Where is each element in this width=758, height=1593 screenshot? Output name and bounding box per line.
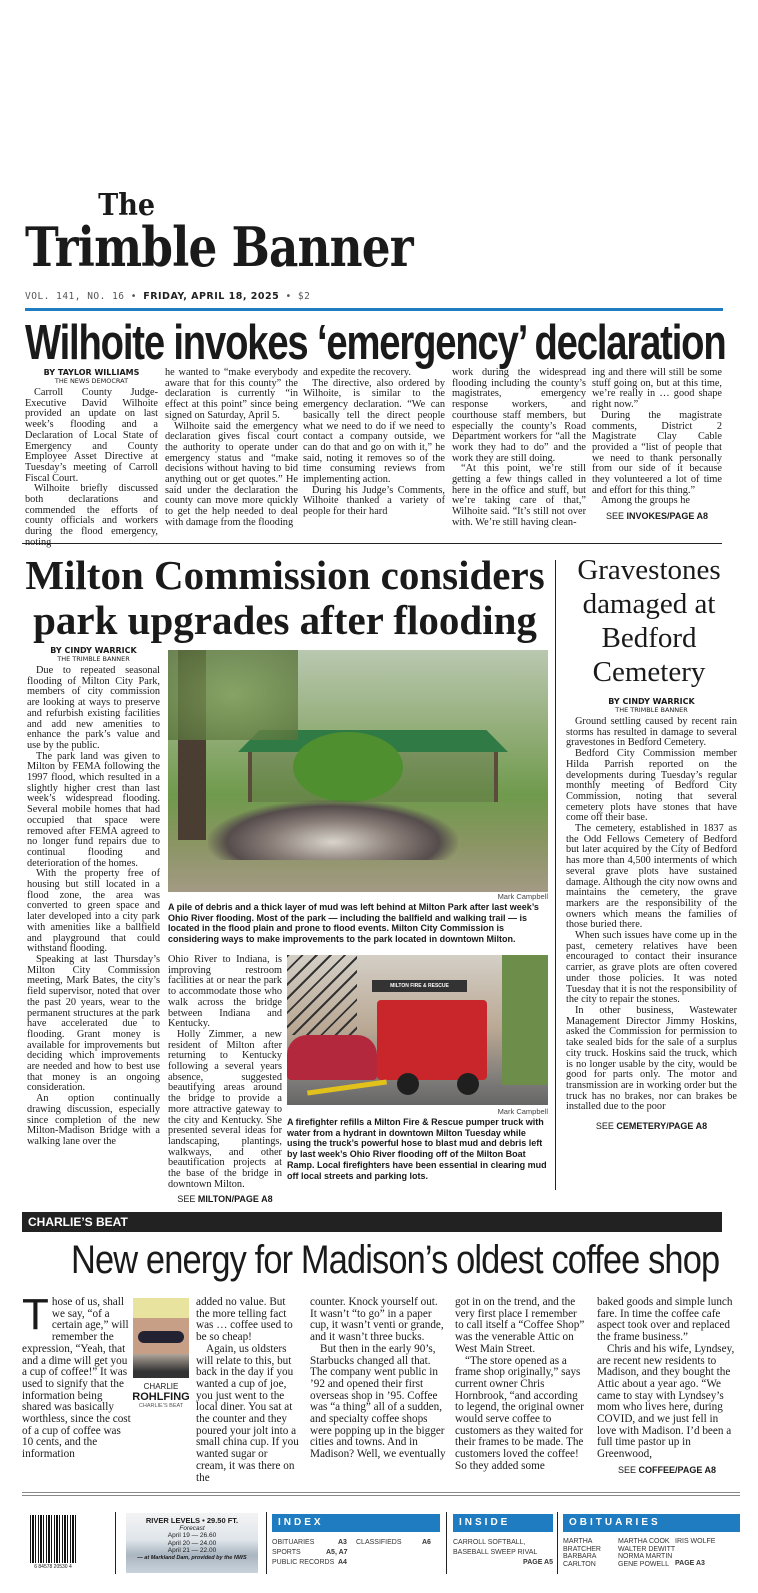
story2-col-1 bbox=[27, 646, 160, 1148]
author-credit: CHARLIE ROHLFING CHARLIE’S BEAT bbox=[132, 1382, 190, 1409]
story3-byline: BY CINDY WARRICK THE TRIMBLE BANNER bbox=[608, 697, 695, 714]
story1-col-5 bbox=[592, 368, 722, 522]
photo1-caption: A pile of debris and a thick layer of mud was left behind at Milton Park after last week’s Ohio River flooding. Most of the park — including the ballfield and walking trail — is located in the flood plain and prone to flood events. Milton City Commission is considering ways to make improvements to the park located in downtown Milton. bbox=[168, 902, 539, 945]
issue-info bbox=[25, 291, 310, 302]
author-photo bbox=[133, 1298, 189, 1378]
story3-headline[interactable]: Gravestones damaged at Bedford Cemetery bbox=[577, 554, 721, 688]
paragraph: The directive, also ordered by Wilhoite, is similar to the emergency declaration. “We can basically tell the direct people what we need to do if we need to contact a company outside, we can do that and go on with it,” he said, noting it removes so of the time consuming reviews from implementing action. bbox=[303, 377, 445, 486]
story4-headline[interactable]: New energy for Madison’s oldest coffee shop bbox=[71, 1238, 720, 1282]
masthead-the: The bbox=[98, 188, 156, 223]
masthead-rule bbox=[25, 308, 723, 311]
paragraph: he wanted to “make everybody aware that for this county” the declaration is currently “in effect at this point” since being signed on Saturday, April 5. bbox=[165, 367, 298, 421]
story4-col-1 bbox=[22, 1290, 132, 1461]
story1-jump-link[interactable]: SEE INVOKES/PAGE A8 bbox=[605, 511, 709, 522]
story2-jump-link[interactable]: SEE MILTON/PAGE A8 bbox=[177, 1194, 273, 1205]
story4-col-5 bbox=[597, 1297, 737, 1477]
story1-col-1 bbox=[25, 368, 158, 549]
story4-col-3 bbox=[310, 1297, 446, 1461]
obituaries-box[interactable]: OBITUARIES MARTHA BRATCHER BARBARA CARLTON MARTHA COOK WALTER DEWITT NORMA MARTIN GENE POWELL IRIS WOLFE PAGE A3 bbox=[563, 1514, 740, 1578]
paragraph: Holly Zimmer, a new resident of Milton after returning to Kentucky following a several years absence, suggested beautifying areas around the bridge to provide a more attractive gateway to the city and Kentucky. She presented several ideas for landscaping, plantings, walkways, and other beautification projects at the base of the bridge in downtown Milton. bbox=[168, 1028, 282, 1190]
red-car bbox=[287, 1035, 377, 1080]
story1-col-3 bbox=[303, 368, 445, 518]
byline-author: BY TAYLOR WILLIAMS bbox=[43, 368, 140, 377]
column-divider bbox=[555, 560, 556, 1190]
drop-cap: T bbox=[22, 1290, 49, 1339]
paragraph: Due to repeated seasonal flooding of Milton City Park, members of city commission are looking at ways to preserve and refurbish existing facilities and add new amenities to enhance the park’s value and use by the public. bbox=[27, 665, 160, 751]
paragraph: added no value. But the more telling fact was … coffee used to be so cheap! bbox=[196, 1296, 293, 1344]
paragraph: With the property free of housing but still located in a flood zone, the area was converted to green space and later developed into a city park with amenities like a ballfield and playground that could withstand flooding. bbox=[27, 868, 160, 955]
paragraph: “At this point, we’re still getting a few things called in here in the office and stuff, but we’re taking care of that,” Wilhoite said. “It’s still not over with. We’re still having clean- bbox=[452, 463, 586, 528]
debris-pile bbox=[208, 800, 458, 860]
paragraph: The park land was given to Milton by FEMA following the 1997 flood, which resulted in a slightly higher crest than last week’s widespread flooding. Several mobile homes that had occupied that space were removed after FEMA agreed to no longer fund repairs due to continual flooding and deterioration of the homes. bbox=[27, 750, 160, 869]
paragraph: ing and there will still be some stuff going on, but at this time, we’re really in … good shape right now.” bbox=[592, 367, 722, 411]
paragraph: Bedford City Commission member Hilda Parrish reported on the developments during Tuesday’s regular monthly meeting of Bedford City Commission, noting that several cemetery plots have stones that have come off their base. bbox=[566, 748, 737, 824]
barcode bbox=[30, 1515, 78, 1563]
separator: • bbox=[130, 291, 137, 302]
section-banner bbox=[22, 1212, 722, 1232]
section-divider bbox=[22, 543, 722, 544]
issue-date: FRIDAY, APRIL 18, 2025 bbox=[143, 291, 280, 302]
photo2-credit: Mark Campbell bbox=[497, 1107, 548, 1116]
paragraph: Carroll County Judge-Executive David Wilhoite provided an update on last week’s flooding and a Declaration of Local State of Emergency and County Employee Asset Directive at Tuesday’s meeting of Carroll Fiscal Court. bbox=[25, 387, 158, 484]
paragraph: The cemetery, established in 1837 as the Odd Fellows Cemetery of Bedford but later acquired by the City of Bedford has more than 4,500 interments of which several grave plots have sustained damage. Although the city now owns and maintains the cemetery, the grave markers are the responsibility of the owners which means the families of those buried there. bbox=[566, 823, 737, 931]
byline-org: THE NEWS DEMOCRAT bbox=[54, 377, 129, 385]
story1-byline bbox=[25, 368, 158, 385]
paragraph: Ohio River to Indiana, is improving restroom facilities at or near the park to accommodate those who walk across the bridge between Indiana and Kentucky. bbox=[168, 954, 282, 1030]
footer-rule bbox=[22, 1492, 740, 1496]
story4-jump-link[interactable]: SEE COFFEE/PAGE A8 bbox=[617, 1464, 717, 1475]
paragraph: hose of us, shall we say, “of a certain age,” will remember the expression, “Yeah, that and a dime will get you a cup of coffee!” It was used to signify that the information being shared was basically worthless, since the cost of a cup of coffee was 10 cents, and the information bbox=[22, 1296, 131, 1461]
story3-body bbox=[566, 697, 737, 1132]
paragraph: An option continually drawing discussion, especially since completion of the new Milton-Madison Bridge with a walking lane over the bbox=[27, 1093, 160, 1147]
photo-park-debris bbox=[168, 650, 548, 892]
river-levels-box: RIVER LEVELS • 29.50 FT. Forecast April 19 — 26.60 April 20 — 24.00 April 21 — 22.00 — at Markland Dam, provided by the NWS bbox=[126, 1513, 258, 1573]
fire-truck bbox=[377, 1000, 487, 1080]
inside-box[interactable]: INSIDE CARROLL SOFTBALL, BASEBALL SWEEP RIVAL PAGE A5 bbox=[453, 1514, 553, 1568]
paragraph: Wilhoite briefly discussed both declarations and commended the efforts of county officials and workers during the flood emergency, bbox=[25, 483, 158, 538]
fire-sign: MILTON FIRE & RESCUE bbox=[372, 980, 467, 992]
story1-col-2 bbox=[165, 368, 298, 529]
paragraph: Speaking at last Thursday’s Milton City Commission meeting, Mark Bates, the city’s field supervisor, noted that over the past 20 years, wear to the permanent structures at the park have accelerated due to flooding. Grant money is available for improvements but deciding which improvements are needed and how to best use that money is an ongoing consideration. bbox=[27, 953, 160, 1094]
paragraph: “The store opened as a frame shop originally,” says current owner Chris Hornbrook, “and according to legend, the original owner would serve coffee to customers as they waited for their frames to be made. The customers loved the coffee! So they added some bbox=[455, 1354, 584, 1472]
paragraph: Ground settling caused by recent rain storms has resulted in damage to several gravestones in Bedford Cemetery. bbox=[566, 716, 737, 749]
story1-col-4 bbox=[452, 368, 586, 529]
paragraph: When such issues have come up in the past, cemetery relatives have been encouraged to contact their insurance carrier, as grave plots are often covered under those policies. It was noted Tuesday that it is not the responsibility of the city to repair the stones. bbox=[566, 930, 737, 1006]
sunglasses bbox=[138, 1331, 184, 1343]
photo-fire-truck bbox=[287, 955, 548, 1105]
price: $2 bbox=[297, 291, 311, 302]
story3-jump-link[interactable]: SEE CEMETERY/PAGE A8 bbox=[595, 1121, 708, 1132]
story4-col-4 bbox=[455, 1297, 588, 1473]
tree bbox=[293, 732, 403, 802]
paragraph: Again, us oldsters will relate to this, but back in the day if you wanted a cup of joe, you just went to the local diner. You sat at the counter and they poured your jolt into a small china cup. If you wanted sugar or cream, it was there on the bbox=[196, 1342, 299, 1484]
paragraph: Wilhoite said the emergency declaration gives fiscal court the authority to operate under emergency status and “make decisions without having to bid anything out or get quotes.” He said under the declaration the county can move more quickly to get the help needed to deal with damage from the flooding bbox=[165, 420, 298, 528]
barcode-number: 6 84578 20530 4 bbox=[34, 1564, 72, 1570]
hose bbox=[307, 1079, 387, 1095]
paragraph: In other business, Wastewater Management Director Jimmy Hoskins, asked the Commission for permission to take sealed bids for the sale of a surplus city truck. Hoskins said the truck, which is no longer usable by the city, would be good for parts only. The motor and transmission are in working order but the truck has no brakes, nor can brakes be installed due to the poor bbox=[566, 1004, 737, 1113]
paragraph: work during the widespread flooding including the county’s magistrates, emergency response workers, and courthouse staff members, but especially the county’s Road Department workers for “all the work they had to do” and the work they are still doing. bbox=[452, 367, 586, 464]
separator: • bbox=[285, 291, 292, 302]
paragraph: baked goods and simple lunch fare. In time the coffee cafe aspect took over and replaced the frame business.” bbox=[597, 1296, 733, 1344]
paragraph: During his Judge’s Comments, Wilhoite thanked a variety of people for their hard bbox=[303, 484, 445, 518]
masthead-logo: Trimble Banner bbox=[25, 215, 413, 279]
paragraph: got in on the trend, and the very first place I remember to call itself a “Coffee Shop” was the venerable Attic on West Main Street. bbox=[455, 1296, 585, 1355]
section-label: CHARLIE’S BEAT bbox=[28, 1215, 128, 1229]
story2-headline[interactable]: Milton Commission considers park upgrades after flooding bbox=[25, 552, 545, 643]
paragraph: But then in the early 90’s, Starbucks changed all that. The company went public in ’92 and opened their first overseas shop in ’95. Coffee was “a thing” all of a sudden, and specialty coffee shops were popping up in the bigger cities and towns. And in Madison? Well, we eventually bbox=[310, 1342, 446, 1461]
paragraph: Chris and his wife, Lyndsey, are recent new residents to Madison, and they bought the Attic about a year ago. “We came to stay with Lyndsey’s mom who lives here, during COVID, and we just fell in love with Madison. I’d been a full time pastor up in Greenwood, bbox=[597, 1342, 735, 1461]
index-box: INDEX OBITUARIES A3 CLASSIFIEDS A6 SPORTS A5, A7 PUBLIC RECORDS A4 bbox=[272, 1514, 440, 1578]
photo2-caption: A firefighter refills a Milton Fire & Rescue pumper truck with water from a hydrant in downtown Milton Tuesday while using the truck’s powerful hose to blast mud and debris left by last week’s Ohio River flooding off of the Milton Boat Ramp. Local firefighters have been essential in clearing mud off local streets and parking lots. bbox=[287, 1117, 547, 1181]
paragraph: and expedite the recovery. bbox=[303, 367, 411, 378]
photo1-credit: Mark Campbell bbox=[497, 892, 548, 901]
story2-byline: BY CINDY WARRICK THE TRIMBLE BANNER bbox=[50, 646, 137, 663]
paragraph: During the magistrate comments, District 2 Magistrate Clay Cable provided a “list of people that we need to thank personally from our side of it because they volunteered a lot of time and effort for this thing.” bbox=[592, 409, 722, 496]
story2-col-2 bbox=[168, 955, 282, 1205]
story1-headline[interactable]: Wilhoite invokes ‘emergency’ declaration bbox=[25, 316, 726, 370]
stairs bbox=[287, 955, 357, 1035]
paragraph: counter. Knock yourself out. It wasn’t “to go” in a paper cup, it wasn’t venti or grande, and it wasn’t three bucks. bbox=[310, 1296, 444, 1344]
volume: VOL. 141, NO. 16 bbox=[25, 291, 125, 302]
paragraph: Among the groups he bbox=[601, 495, 690, 507]
story4-col-2 bbox=[196, 1297, 300, 1484]
